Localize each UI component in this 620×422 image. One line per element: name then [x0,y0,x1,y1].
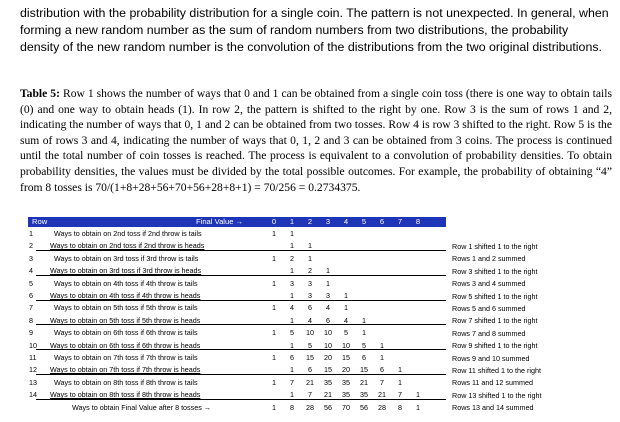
row-cell: 1 [290,340,294,350]
row-cell: 3 [308,278,312,288]
row-cell: 2 [290,253,294,263]
row-cell: 1 [416,402,420,412]
row-number: 8 [29,315,33,325]
row-note: Row 13 shifted 1 to the right [452,390,542,400]
row-cell: 5 [308,340,312,350]
row-cell: 4 [344,315,348,325]
row-cell: 6 [326,315,330,325]
row-cell: 1 [326,278,330,288]
row-label: Ways to obtain on 4th toss if 4th throw is tails [54,278,198,288]
row-cell: 6 [362,353,366,362]
header-value: 4 [343,217,349,226]
row-cell: 6 [308,303,312,313]
row-label: Ways to obtain on 6th toss if 6th throw is tails [54,328,198,338]
row-note: Rows 5 and 6 summed [452,304,526,313]
row-cell: 1 [380,353,384,362]
row-cell: 8 [398,402,402,412]
row-cell: 1 [290,315,294,325]
row-label: Ways to obtain on 3rd toss if 3rd throw is heads [50,266,202,276]
row-cell: 4 [326,303,330,313]
row-note: Row 5 shifted 1 to the right [452,291,538,301]
row-label: Ways to obtain Final Value after 8 tosses → [72,402,212,412]
row-notes [452,217,620,419]
table-row [28,278,446,290]
row-cell: 5 [362,340,366,350]
row-number: 7 [29,303,33,313]
header-final-value-label: Final Value → [196,217,244,226]
row-cell: 1 [290,241,294,251]
row-note: Row 3 shifted 1 to the right [452,266,538,276]
header-value: 3 [325,217,331,226]
row-note: Rows 3 and 4 summed [452,279,526,289]
header-value: 8 [415,217,421,226]
row-cell: 1 [308,241,312,251]
row-cell: 28 [306,402,314,412]
table-row [28,265,446,277]
row-cell: 5 [290,328,294,338]
row-cell: 1 [272,402,276,412]
row-cell: 20 [342,365,350,375]
table-row [28,327,446,339]
row-note: Rows 1 and 2 summed [452,254,526,264]
row-note: Rows 7 and 8 summed [452,328,526,338]
row-note: Row 1 shifted 1 to the right [452,242,538,251]
row-cell: 1 [290,365,294,375]
row-label: Ways to obtain on 2nd toss if 2nd throw is heads [50,241,205,251]
row-number: 11 [29,353,37,362]
row-cell: 70 [342,402,350,412]
row-cell: 1 [344,291,348,300]
row-cell: 1 [290,291,294,300]
row-number: 5 [29,278,33,288]
row-label: Ways to obtain on 5th toss if 5th throw is heads [50,315,201,325]
table-row [28,340,446,352]
coin-toss-table [28,217,446,419]
row-cell: 20 [324,353,332,362]
row-cell: 1 [344,303,348,313]
caption-text: Row 1 shows the number of ways that 0 and 1 can be obtained from a single coin toss (there is one way to obtain tails (0) and one way to obtain heads (1). In row 2, the pattern is shifted to the right by one. Row 3 is the sum of rows 1 and 2, indicating the number of ways that 0, 1 and 2 can be obtained from two tosses. Row 4 is row 3 shifted to the right. Row 5 is the sum of rows 3 and 4, indicating the number of ways that 0, 1, 2 and 3 can be obtained from 3 coins. The process is continued until the total number of coin tosses is reached. The process is equivalent to a convolution of probability densities. To obtain probability densities, the values must be divided by the total possible outcomes. For example, the probability of obtaining “4” from 8 tosses is 70/(1+8+28+56+70+56+28+8+1) = 70/256 = 0.2734375. [20,87,612,194]
row-cell: 4 [290,303,294,313]
row-label: Ways to obtain on 6th toss if 6th throw is heads [50,340,201,350]
row-cell: 15 [324,365,332,375]
row-label: Ways to obtain on 7th toss if 7th throw is heads [50,365,201,375]
row-cell: 10 [324,340,332,350]
row-number: 2 [29,241,33,251]
row-number: 1 [29,229,33,238]
row-cell: 1 [398,377,402,387]
row-cell: 1 [290,266,294,276]
table-row [28,402,446,414]
row-note: Row 7 shifted 1 to the right [452,316,538,326]
row-number: 3 [29,253,33,263]
row-cell: 10 [306,328,314,338]
row-label: Ways to obtain on 3rd toss if 3rd throw is tails [54,253,199,263]
table-row [28,315,446,327]
row-note: Rows 9 and 10 summed [452,353,530,363]
row-cell: 3 [326,291,330,300]
row-cell: 21 [378,390,386,400]
row-cell: 28 [378,402,386,412]
row-cell: 15 [306,353,314,362]
table-row [28,290,446,302]
row-cell: 35 [342,377,350,387]
row-cell: 6 [290,353,294,362]
row-cell: 4 [308,315,312,325]
row-note: Row 11 shifted 1 to the right [452,366,541,375]
row-cell: 10 [342,340,350,350]
row-cell: 6 [380,365,384,375]
row-number: 13 [29,377,37,387]
row-label: Ways to obtain on 8th toss if 8th throw is heads [50,390,201,400]
row-cell: 35 [360,390,368,400]
header-row-label: Row [32,217,48,226]
row-cell: 21 [324,390,332,400]
row-cell: 1 [272,303,276,313]
row-cell: 3 [290,278,294,288]
row-cell: 1 [362,315,366,325]
table-row [28,228,446,240]
row-cell: 56 [324,402,332,412]
row-cell: 1 [272,253,276,263]
table-row [28,352,446,364]
header-value: 6 [379,217,385,226]
row-number: 9 [29,328,33,338]
row-cell: 7 [380,377,384,387]
row-cell: 1 [290,229,294,238]
row-cell: 8 [290,402,294,412]
row-cell: 7 [308,390,312,400]
row-cell: 1 [272,229,276,238]
row-cell: 1 [290,390,294,400]
table-row [28,253,446,265]
row-cell: 1 [308,253,312,263]
row-cell: 35 [324,377,332,387]
row-label: Ways to obtain on 4th toss if 4th throw is heads [50,291,201,300]
row-number: 10 [29,340,37,350]
row-number: 4 [29,266,33,276]
row-cell: 1 [272,353,276,362]
row-cell: 5 [344,328,348,338]
row-note: Rows 11 and 12 summed [452,378,533,388]
table-caption [20,86,612,195]
row-cell: 21 [306,377,314,387]
table-header [28,217,446,227]
row-label: Ways to obtain on 8th toss if 8th throw is tails [54,377,198,387]
row-number: 6 [29,291,33,300]
row-cell: 3 [308,291,312,300]
row-cell: 1 [272,328,276,338]
caption-label: Table 5: [20,87,60,100]
row-cell: 7 [398,390,402,400]
table-row [28,377,446,389]
row-cell: 1 [416,390,420,400]
row-cell: 21 [360,377,368,387]
row-cell: 1 [326,266,330,276]
table-row [28,364,446,376]
row-note: Rows 13 and 14 summed [452,403,534,413]
row-cell: 56 [360,402,368,412]
row-cell: 1 [362,328,366,338]
row-cell: 1 [272,278,276,288]
header-value: 1 [289,217,295,226]
intro-paragraph: distribution with the probability distribution for a single coin. The pattern is not unexpected. In general, when forming a new random number as the sum of random numbers from two distributions, the probability density of the new random number is the convolution of the distributions from the two original distributions. [20,6,609,54]
row-cell: 35 [342,390,350,400]
row-cell: 7 [290,377,294,387]
table-row [28,240,446,252]
header-value: 5 [361,217,367,226]
row-label: Ways to obtain on 2nd toss if 2nd throw is tails [54,229,202,238]
row-number: 14 [29,390,37,400]
row-label: Ways to obtain on 7th toss if 7th throw is tails [54,353,198,362]
row-cell: 1 [272,377,276,387]
header-value: 7 [397,217,403,226]
row-cell: 10 [324,328,332,338]
table-row [28,302,446,314]
header-value: 2 [307,217,313,226]
row-cell: 15 [360,365,368,375]
header-value: 0 [271,217,277,226]
row-number: 12 [29,365,37,375]
table-row [28,389,446,401]
row-cell: 6 [308,365,312,375]
row-cell: 2 [308,266,312,276]
row-label: Ways to obtain on 5th toss if 5th throw is tails [54,303,198,313]
row-note: Row 9 shifted 1 to the right [452,341,538,351]
row-cell: 1 [398,365,402,375]
row-cell: 15 [342,353,350,362]
row-cell: 1 [380,340,384,350]
